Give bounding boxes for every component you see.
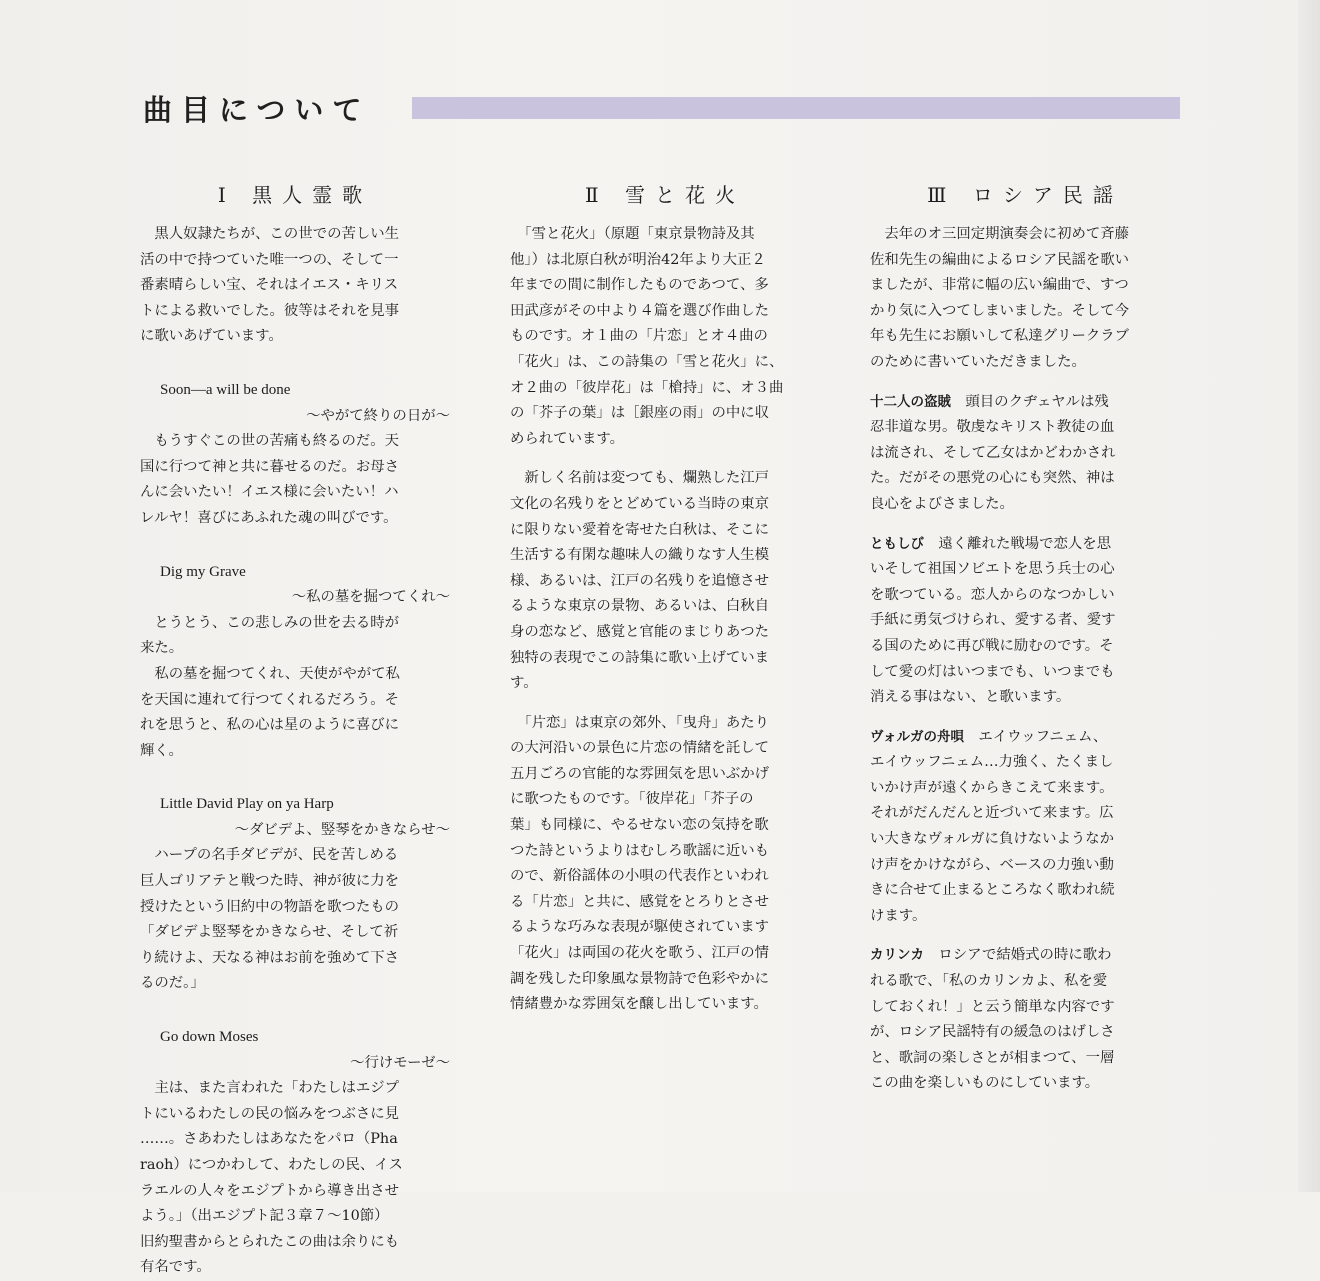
text-line: 「片恋」は東京の郊外、「曳舟」あたり [510, 714, 770, 731]
text-line: それがだんだんと近づいて来ます。広 [870, 805, 1114, 822]
text-line: た。だがその悪党の心にも突然、神は [870, 470, 1115, 487]
text-line: の大河沿いの景色に片恋の情緒を託して [510, 740, 770, 757]
song-subtitle: ～行けモーゼ～ [350, 1054, 450, 1071]
text-line: 葉」も同様に、やるせない恋の気持を歌 [510, 817, 769, 834]
text-line: ラエルの人々をエジプトから導き出させ [140, 1182, 400, 1199]
text-line: るような巧みな表現が駆使されています [510, 919, 770, 936]
text-line: 旧約聖書からとられたこの曲は余りにも [140, 1233, 400, 1250]
text-line: 国に行つて神と共に暮せるのだ。お母さ [140, 458, 400, 475]
text-line: 良心をよびさました。 [870, 495, 1014, 512]
text-line: んに会いたい！イエス様に会いたい！ハ [140, 484, 399, 501]
song-title: Dig my Grave [160, 563, 246, 580]
text-line: るのだ。」 [140, 975, 205, 992]
spacer [870, 711, 1180, 725]
intro [140, 222, 450, 350]
text-line: に歌いあげています。 [140, 328, 283, 345]
page-fold [1298, 0, 1320, 1192]
column-snow-fireworks [510, 180, 820, 1018]
text-line: れを思うと、私の心は星のように喜びに [140, 717, 400, 734]
song-subtitle: ～やがて終りの日が～ [306, 407, 450, 424]
song-entry-first-line [870, 532, 1180, 558]
spacer [140, 764, 450, 778]
song-entry-first-line [870, 943, 1180, 969]
text-line: 「雪と花火」（原題「東京景物詩及其 [510, 226, 755, 242]
song-title: Soon—a will be done [160, 381, 291, 398]
text-line: 消える事はない、と歌います。 [870, 689, 1071, 706]
text-line: かり気に入つてしまいました。そして今 [870, 302, 1130, 319]
column-title: Ⅱ 雪と花火 [585, 183, 745, 207]
text-line: 文化の名残りをとどめている当時の東京 [510, 495, 770, 512]
text-line: 年までの間に制作したものであつて、多 [510, 277, 769, 294]
text-line: を歌つている。恋人からのなつかしい [870, 586, 1115, 603]
text-line: り続けよ、天なる神はお前を強めて下さ [140, 949, 400, 966]
text-line: 巨人ゴリアテと戦つた時、神が彼に力を [140, 873, 400, 890]
text-line: きに合せて止まるところなく歌われ続 [870, 882, 1115, 899]
intro [870, 222, 1180, 376]
text-line: る「片恋」と共に、感覚をとろりとさせ [510, 893, 770, 910]
text-line: ハープの名手ダビデが、民を苦しめる [140, 847, 399, 864]
text-line: 黒人奴隷たちが、この世での苦しい生 [140, 226, 400, 242]
text-line: raoh）につかわして、わたしの民、イス [140, 1157, 403, 1173]
text-line: ものです。オ１曲の「片恋」とオ４曲の [510, 328, 768, 345]
heading-bar [412, 97, 1180, 119]
song-list [140, 350, 450, 1281]
text-line: る国のために再び戦に励むのです。そ [870, 637, 1114, 654]
text-line: いかけ声が遠くからきこえて来ます。 [870, 779, 1114, 796]
spacer [510, 697, 820, 711]
text-line: 独特の表現でこの詩集に歌い上げていま [510, 649, 770, 666]
page-heading: 曲目について [143, 93, 371, 127]
text-line: この曲を楽しいものにしています。 [870, 1075, 1100, 1092]
spacer [140, 997, 450, 1011]
text-line: 私の墓を掘つてくれ、天使がやがて私 [140, 665, 400, 682]
text-line: 佐和先生の編曲によるロシア民謡を歌い [870, 251, 1130, 268]
text-line: 身の恋など、感覚と官能のまじりあつた [510, 623, 770, 640]
text-line: 遠く離れた戦場で恋人を思 [924, 535, 1112, 552]
text-line: められています。 [510, 430, 624, 447]
text-line: 去年のオ三回定期演奏会に初めて斉藤 [870, 226, 1130, 242]
text-line: トにいるわたしの民の悩みをつぶさに見 [140, 1105, 400, 1122]
text-line: 五月ごろの官能的な雰囲気を思いぶかげ [510, 765, 770, 782]
text-line: とうとう、この悲しみの世を去る時が [140, 614, 400, 631]
text-line: れる歌で、「私のカリンカよ、私を愛 [870, 973, 1108, 990]
song-title: Go down Moses [160, 1029, 259, 1046]
text-line: しておくれ！」と云う簡単な内容です [870, 998, 1115, 1015]
text-line: と、歌詞の楽しさとが相まつて、一層 [870, 1049, 1115, 1066]
text-line: 他」）は北原白秋が明治42年より大正２ [510, 251, 766, 268]
text-line: けます。 [870, 907, 927, 924]
song-title: Little David Play on ya Harp [160, 796, 334, 813]
song-list [870, 376, 1180, 1097]
text-line: 活の中で持つていた唯一つの、そして一 [140, 251, 399, 268]
text-line: は流され、そして乙女はかどわかされ [870, 444, 1116, 461]
text-line: ましたが、非常に幅の広い編曲で、すつ [870, 277, 1129, 294]
text-line: い大きなヴォルガに負けないようなか [870, 831, 1115, 848]
song-subtitle: ～私の墓を掘つてくれ～ [291, 589, 450, 606]
spacer [140, 350, 450, 364]
text-line: が、ロシア民謡特有の緩急のはげしさ [870, 1024, 1115, 1041]
text-line: を天国に連れて行つてくれるだろう。そ [140, 691, 400, 708]
text-line: の「芥子の葉」は［銀座の雨」の中に収 [510, 405, 770, 422]
text-line: 頭目のクヂェヤルは残 [951, 393, 1109, 410]
text-line: 番素晴らしい宝、それはイエス・キリス [140, 277, 399, 294]
text-line: 忍非道な男。敬虔なキリスト教徒の血 [870, 419, 1115, 436]
spacer [870, 376, 1180, 390]
text-line: 調を残した印象風な景物詩で色彩やかに [510, 970, 770, 987]
text-line: 来た。 [140, 640, 184, 657]
text-line: いそして祖国ソビエトを思う兵士の心 [870, 561, 1115, 578]
text-line: に歌つたものです。「彼岸花」「芥子の [510, 791, 754, 808]
text-line: 様、あるいは、江戸の名残りを追憶させ [510, 572, 770, 589]
text-line: に限りない愛着を寄せた白秋は、そこに [510, 521, 770, 538]
body-text [510, 222, 820, 1018]
text-line: して愛の灯はいつまでも、いつまでも [870, 663, 1115, 680]
text-line: け声をかけながら、ベースの力強い動 [870, 856, 1114, 873]
text-line: す。 [510, 675, 538, 692]
song-entry-first-line [870, 725, 1180, 751]
spacer [510, 452, 820, 466]
text-line: ので、新俗謡体の小唄の代表作といわれ [510, 868, 769, 885]
text-line: 情緒豊かな雰囲気を醸し出しています。 [510, 996, 768, 1013]
text-line: オ２曲の「彼岸花」は「槍持」に、オ３曲 [510, 379, 784, 396]
text-line: 授けたという旧約中の物語を歌つたもの [140, 898, 400, 915]
text-line: のために書いていただきました。 [870, 353, 1086, 370]
text-line: つた詩というよりはむしろ歌謡に近いも [510, 842, 770, 859]
text-line: 田武彦がその中より４篇を選び作曲した [510, 302, 770, 319]
text-line: 「花火」は両国の花火を歌う、江戸の情 [510, 945, 770, 962]
text-line: 生活する有閑な趣味人の織りなす人生模 [510, 547, 770, 564]
text-line: エイウッフニェム…力強く、たくまし [870, 754, 1114, 771]
text-line: るような東京の景物、あるいは、白秋自 [510, 598, 770, 615]
column-title: Ⅰ 黒人霊歌 [217, 183, 373, 207]
text-line: ……。さあわたしはあなたをパロ（Pha [140, 1131, 398, 1148]
column-russian-folk [870, 180, 1180, 1097]
column-spirituals [140, 180, 450, 1281]
text-line: レルヤ！喜びにあふれた魂の叫びです。 [140, 509, 398, 526]
song-topic: 十二人の盗賊 [870, 393, 951, 410]
song-topic: ヴォルガの舟唄 [870, 728, 964, 745]
text-line: 有名です。 [140, 1259, 211, 1276]
text-line: 「花火」は、この詩集の「雪と花火」に、 [510, 353, 784, 370]
song-topic: ともしび [870, 535, 924, 552]
text-line: 年も先生にお願いして私達グリークラブ [870, 328, 1130, 345]
text-line: エイウッフニェム、 [963, 728, 1108, 745]
spacer [870, 518, 1180, 532]
text-line: 新しく名前は変つても、爛熟した江戸 [510, 470, 770, 487]
spacer [870, 929, 1180, 943]
text-line: 主は、また言われた「わたしはエジプ [140, 1080, 400, 1097]
text-line: もうすぐこの世の苦痛も終るのだ。天 [140, 433, 400, 450]
text-line: 輝く。 [140, 742, 183, 759]
song-entry-first-line [870, 390, 1180, 416]
text-line: ロシアで結婚式の時に歌わ [924, 947, 1112, 964]
column-title: Ⅲ ロシア民謡 [927, 183, 1123, 207]
text-line: トによる救いでした。彼等はそれを見事 [140, 302, 400, 319]
song-subtitle: ～ダビデよ、竪琴をかきならせ～ [234, 821, 450, 838]
song-topic: カリンカ [870, 947, 924, 964]
text-line: 「ダビデよ竪琴をかきならせ、そして祈 [140, 924, 399, 941]
text-line: 手紙に勇気づけられ、愛する者、愛す [870, 612, 1116, 629]
spacer [140, 532, 450, 546]
text-line: よう。」（出エジプト記３章７～10節） [140, 1208, 389, 1225]
